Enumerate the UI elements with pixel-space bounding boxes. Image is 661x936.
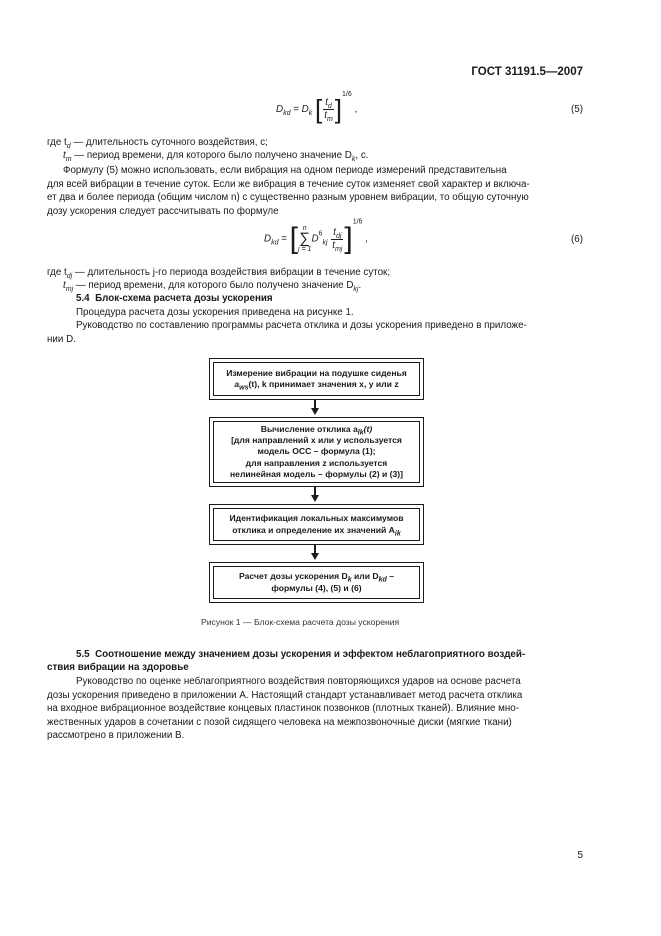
flow-box-measurement: Измерение вибрации на подушке сиденья $a_{ws}(t)$, k принимает значения x, y или z [209, 358, 424, 400]
equation-5-number: (5) [571, 104, 583, 115]
arrow-3 [311, 553, 319, 560]
eq5-rhs: D [301, 104, 309, 116]
where1-line2: $t_m$ — период времени, для которого было получено значение $D_k$, с. [63, 150, 369, 163]
page-number: 5 [577, 850, 583, 861]
flow-box-response: Вычисление отклика $a_{lk}(t)$ [для направлений x или y используется модель ОСС – формула (1); для направления z используется нелинейная модель – формулы (2) и (3)] [209, 417, 424, 487]
arrow-1 [311, 408, 319, 415]
para4-line4: жественных ударов в сочетании с позой сидящего человека на межпозвоночные диски (мягкие ткани) [47, 717, 512, 728]
eq5-exponent: 1/6 [342, 91, 352, 99]
eq5-lhs: D [276, 104, 284, 116]
para3-line1: Руководство по составлению программы расчета отклика и дозы ускорения приведено в приложе- [76, 320, 527, 331]
equation-6-number: (6) [571, 234, 583, 245]
flow-box-identification: Идентификация локальных максимумов отклика и определение их значений $A_{ik}$ [209, 504, 424, 545]
para4-line1: Руководство по оценке неблагоприятного воздействия повторяющихся ударов на основе расчета [76, 676, 521, 687]
where1-line1: где $t_d$ — длительность суточного воздействия, с; [47, 137, 268, 150]
eq6-fraction: $\frac{t_{dj}}{t_{mj}}$ [332, 226, 343, 253]
where2-line2: $t_{mj}$ — период времени, для которого было получено значение $D_{kj}$. [63, 280, 362, 293]
eq5-rhs-sub: k [308, 110, 313, 118]
arrow-2 [311, 495, 319, 502]
section-5-5-heading-line1: 5.5 Соотношение между значением дозы ускорения и эффектом неблагоприятного воздей- [76, 649, 526, 660]
flow-box-dose: Расчет дозы ускорения $D_k$ или $D_{kd}$ – формулы (4), (5) и (6) [209, 562, 424, 603]
equation-6: $D_{kd}$ = [ n ∑ j = 1 $D^6_{kj}$ $\frac{t_{dj}}{t_{mj}}$ ]$^{1/6}$ , [264, 218, 368, 255]
where2-line1: где $t_{dj}$ — длительность j-го периода воздействия вибрации в течение суток; [47, 267, 391, 280]
para2: Процедура расчета дозы ускорения приведена на рисунке 1. [76, 307, 354, 318]
document-header: ГОСТ 31191.5—2007 [471, 66, 583, 78]
equation-5: $D_{kd} = D_k$ [ $\frac{t_d}{t_m}$ ]$^{1/6}$ , [276, 91, 358, 124]
eq6-sum: n ∑ j = 1 [298, 225, 312, 253]
para1-line4: дозу ускорения следует рассчитывать по формуле [47, 206, 279, 217]
para4-line5: рассмотрено в приложении В. [47, 730, 185, 741]
para4-line3: на входное вибрационное воздействие концевых пластинок позвонков (плотных тканей). Влияние мно- [47, 703, 520, 714]
para4-line2: дозы ускорения приведено в приложении А. Настоящий стандарт устанавливает метод расчета отклика [47, 690, 523, 701]
para1-line1: Формулу (5) можно использовать, если вибрация на одном периоде измерений представительна [63, 165, 507, 176]
section-5-5-heading-line2: ствия вибрации на здоровье [47, 662, 189, 673]
eq5-lhs-sub: kd [283, 110, 291, 118]
section-5-4-heading: 5.4 Блок-схема расчета дозы ускорения [76, 293, 273, 304]
para1-line3: ет два и более периода (общим числом n) с существенно разным уровнем вибрации, то общую суточную [47, 192, 529, 203]
para3-line2: нии D. [47, 334, 76, 345]
eq5-fraction: $\frac{t_d}{t_m}$ [324, 97, 333, 123]
para1-line2: для всей вибрации в течение суток. Если же вибрация в течение суток изменяет свой характер и включа- [47, 179, 530, 190]
figure-caption: Рисунок 1 — Блок-схема расчета дозы ускорения [201, 617, 400, 627]
